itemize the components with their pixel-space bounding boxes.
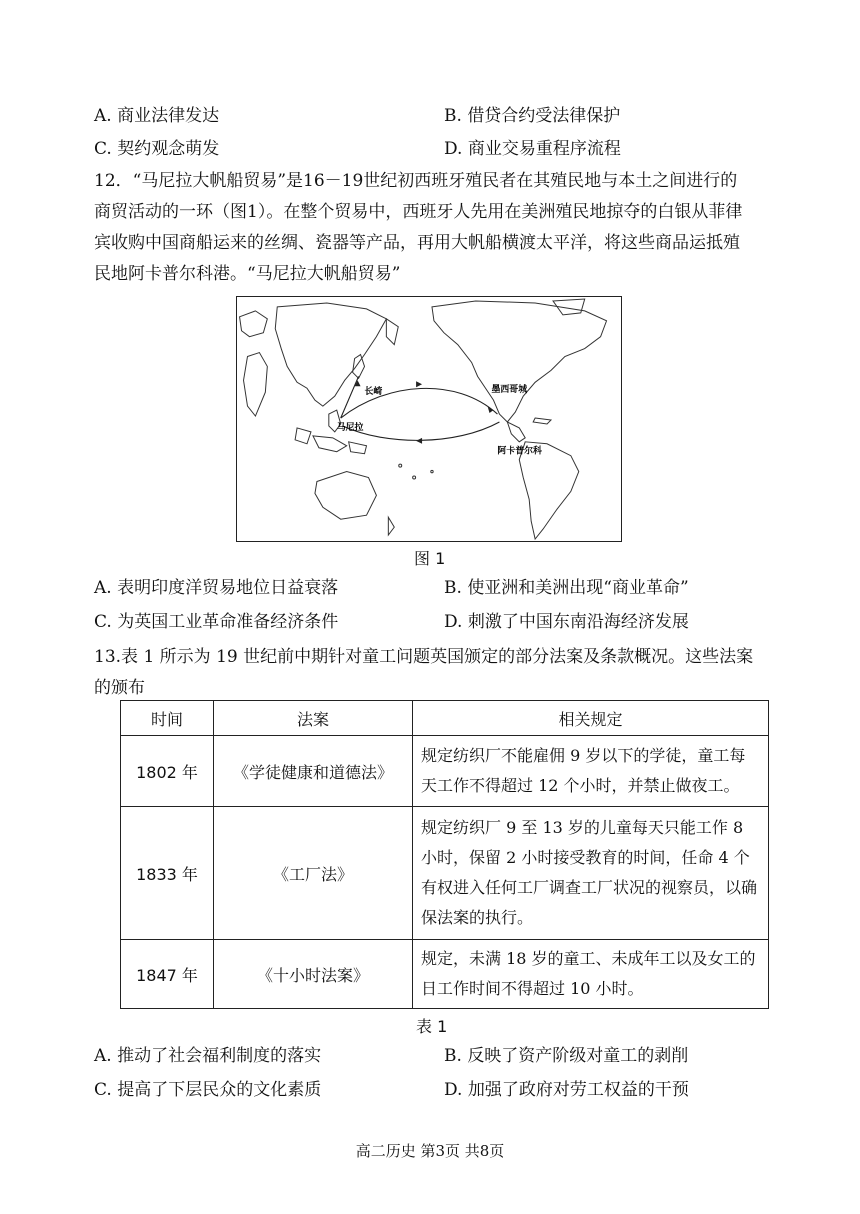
table-caption: 表 1 <box>416 1017 448 1036</box>
q13-stem-line: 13.表 1 所示为 19 世纪前中期针对童工问题英国颁定的部分法案及条款概况。这些法案 <box>94 647 754 667</box>
row-year: 1847 年 <box>121 940 214 1009</box>
q12-option-d[interactable]: D. 刺激了中国东南沿海经济发展 <box>444 612 689 632</box>
q12-stem-line: 民地阿卡普尔科港。“马尼拉大帆船贸易” <box>94 264 401 284</box>
table-header-row <box>121 701 769 736</box>
page-footer: 高二历史 第3页 共8页 <box>355 1142 505 1160</box>
q12-option-c[interactable]: C. 为英国工业革命准备经济条件 <box>94 612 339 632</box>
row-rule: 规定纺织厂不能雇佣 9 岁以下的学徒，童工每天工作不得超过 12 个小时，并禁止做夜工。 <box>413 736 769 807</box>
galleon-trade-map <box>236 296 622 542</box>
q12-stem-line: 商贸活动的一环（图1）。在整个贸易中，西班牙人先用在美洲殖民地掠夺的白银从菲律 <box>94 202 743 222</box>
figure-caption: 图 1 <box>414 549 446 568</box>
map-label-mexico-city: 墨西哥城 <box>491 385 528 396</box>
q11-option-b[interactable]: B. 借贷合约受法律保护 <box>444 106 621 126</box>
q13-option-c[interactable]: C. 提高了下层民众的文化素质 <box>94 1080 322 1100</box>
map-label-manila: 马尼拉 <box>336 422 364 433</box>
row-year: 1802 年 <box>121 736 214 807</box>
q13-stem <box>94 642 774 704</box>
q13-option-d[interactable]: D. 加强了政府对劳工权益的干预 <box>444 1080 689 1100</box>
q11-option-a[interactable]: A. 商业法律发达 <box>94 106 220 126</box>
child-labor-law-table <box>120 700 769 1009</box>
q13-option-b[interactable]: B. 反映了资产阶级对童工的剥削 <box>444 1046 689 1066</box>
row-law: 《十小时法案》 <box>214 940 413 1009</box>
row-rule: 规定，未满 18 岁的童工、未成年工以及女工的日工作时间不得超过 10 小时。 <box>413 940 769 1009</box>
row-law: 《学徒健康和道德法》 <box>214 736 413 807</box>
q12-stem-line: 12．“马尼拉大帆船贸易”是16－19世纪初西班牙殖民者在其殖民地与本土之间进行的 <box>94 171 738 191</box>
row-law: 《工厂法》 <box>214 807 413 940</box>
q12-stem <box>94 166 774 290</box>
q11-option-d[interactable]: D. 商业交易重程序流程 <box>444 139 621 159</box>
table-row <box>121 736 769 807</box>
map-label-nagasaki: 长崎 <box>364 387 383 398</box>
q13-option-a[interactable]: A. 推动了社会福利制度的落实 <box>94 1046 322 1066</box>
q12-stem-line: 宾收购中国商船运来的丝绸、瓷器等产品，再用大帆船横渡太平洋，将这些商品运抵殖 <box>94 233 740 253</box>
q12-option-a[interactable]: A. 表明印度洋贸易地位日益衰落 <box>94 578 339 598</box>
header-time: 时间 <box>121 701 214 736</box>
row-rule: 规定纺织厂 9 至 13 岁的儿童每天只能工作 8 小时，保留 2 小时接受教育的时间，任命 4 个有权进入任何工厂调查工厂状况的视察员，以确保法案的执行。 <box>413 807 769 940</box>
header-rule: 相关规定 <box>413 701 769 736</box>
header-law: 法案 <box>214 701 413 736</box>
table-row <box>121 807 769 940</box>
row-year: 1833 年 <box>121 807 214 940</box>
q12-option-b[interactable]: B. 使亚洲和美洲出现“商业革命” <box>444 578 689 598</box>
q11-option-c[interactable]: C. 契约观念萌发 <box>94 139 220 159</box>
q13-stem-line: 的颁布 <box>94 678 145 698</box>
map-label-acapulco: 阿卡普尔科 <box>497 446 542 457</box>
table-row <box>121 940 769 1009</box>
